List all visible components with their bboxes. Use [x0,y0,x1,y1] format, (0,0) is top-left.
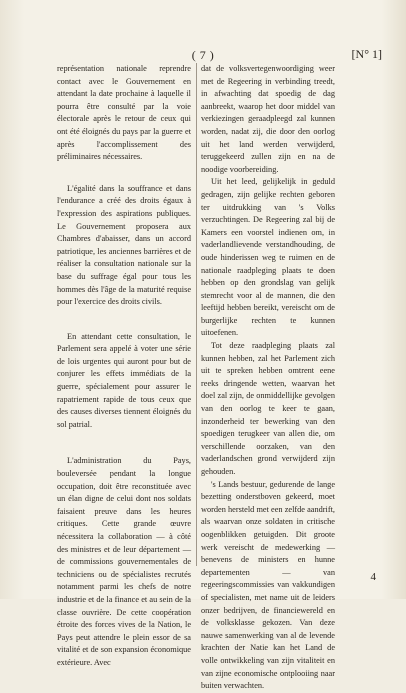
document-reference: [N° 1] [351,47,382,61]
dutch-column [201,63,335,693]
column-divider [196,63,197,566]
french-column [57,63,191,670]
dutch-paragraph-1: dat de volksvertegenwoordiging weer met de Regeering in verbinding treedt, in afwachting dat spoedig de dag aanbreekt, waarop het door middel van verkiezingen geraadpleegd zal kunnen worden, nadat zij, die door den oorlog uit het land werden verwijderd, teruggekeerd zullen zijn en na de noodige voorbereiding. [201,64,335,174]
french-paragraph-2: L'égalité dans la souffrance et dans l'endurance a créé des droits égaux à l'expression des aspirations publiques. Le Gouvernement proposera aux Chambres d'abaisser, dans un accord patriotique, les anciennes barrières et de réaliser la consultation nationale sur la base du suffrage égal pour tous les hommes dès l'âge de la maturité requise pour l'exercice des droits civils. [57,183,191,307]
french-paragraph-1: représentation nationale reprendre contact avec le Gouvernement en attendant la date prochaine à laquelle il pourra être consulté par la voie électorale après le retour de ceux qui ont été éloignés du pays par la guerre et après l'accomplissement des préliminaires nécessaires. [57,64,191,162]
page-number: ( 7 ) [191,48,215,62]
french-paragraph-3: En attendant cette consultation, le Parlement sera appelé à voter une série de lois urgentes qui auront pour but de conjurer les effets immédiats de la guerre, spécialement pour assurer le rapatriement rapide de tous ceux que des causes diverses tiennent éloignés du sol patrial. [57,331,191,429]
dutch-paragraph-2: Uit het leed, gelijkelijk in geduld gedragen, zijn gelijke rechten geboren ter uitdrukking van 's Volks verzuchtingen. De Regeering zal bij de Kamers een voorstel indienen om, in vaderlandlievende verstandhouding, de oude hinderissen weg te ruimen en de nationale raadpleging plaats te doen hebben op den grondslag van gelijk stemrecht voor al de mannen, die den leeftijd hebben bereikt, vereischt om de burgerlijke rechten te kunnen uitoefenen. [201,177,335,338]
sheet-number: 4 [370,571,376,583]
dutch-paragraph-4: 's Lands bestuur, gedurende de lange bezetting onderstboven gekeerd, moet worden hersteld met een zelfde aandrift, als waarvan onze soldaten in critische oogenblikken getuigden. Dit groote werk vereischt de medewerking — benevens de ministers en hunne departementen — van regeeringscommissies van vakkundigen of specialisten, met name uit de leiders onzer bedrijven, de financiewereld en de volksklasse gekozen. Van deze nauwe samenwerking van al de levende krachten der Natie kan het Land de volle ontwikkeling van zijn vitaliteit en van zijne economische ontplooiing naar buiten verwachten. [201,479,335,691]
dutch-paragraph-3: Tot deze raadpleging plaats zal kunnen hebben, zal het Parlement zich uit te spreken hebben omtrent eene reeks dringende wetten, waarvan het doel zal zijn, de onmiddellijke gevolgen van den oorlog te keer te gaan, inzonderheid ter bewerking van den spoedigen terugkeer van allen die, om verschillende oorzaken, van den vaderlandschen grond verwijderd zijn gehouden. [201,341,335,476]
french-paragraph-4: L'administration du Pays, bouleversée pendant la longue occupation, doit être reconstituée avec un élan digne de celui dont nos soldats faisaient preuve dans les heures critiques. Cette grande œuvre nécessitera la collaboration — à côté des ministres et de leur département — de commissions gouvernementales de techniciens ou de spécialistes recrutés notamment parmi les chefs de notre industrie et de la finance et au sein de la classe ouvrière. De cette coopération étroite des forces vives de la Nation, le Pays peut attendre le plein essor de sa vitalité et de son expansion économique extérieure. Avec [57,456,191,667]
